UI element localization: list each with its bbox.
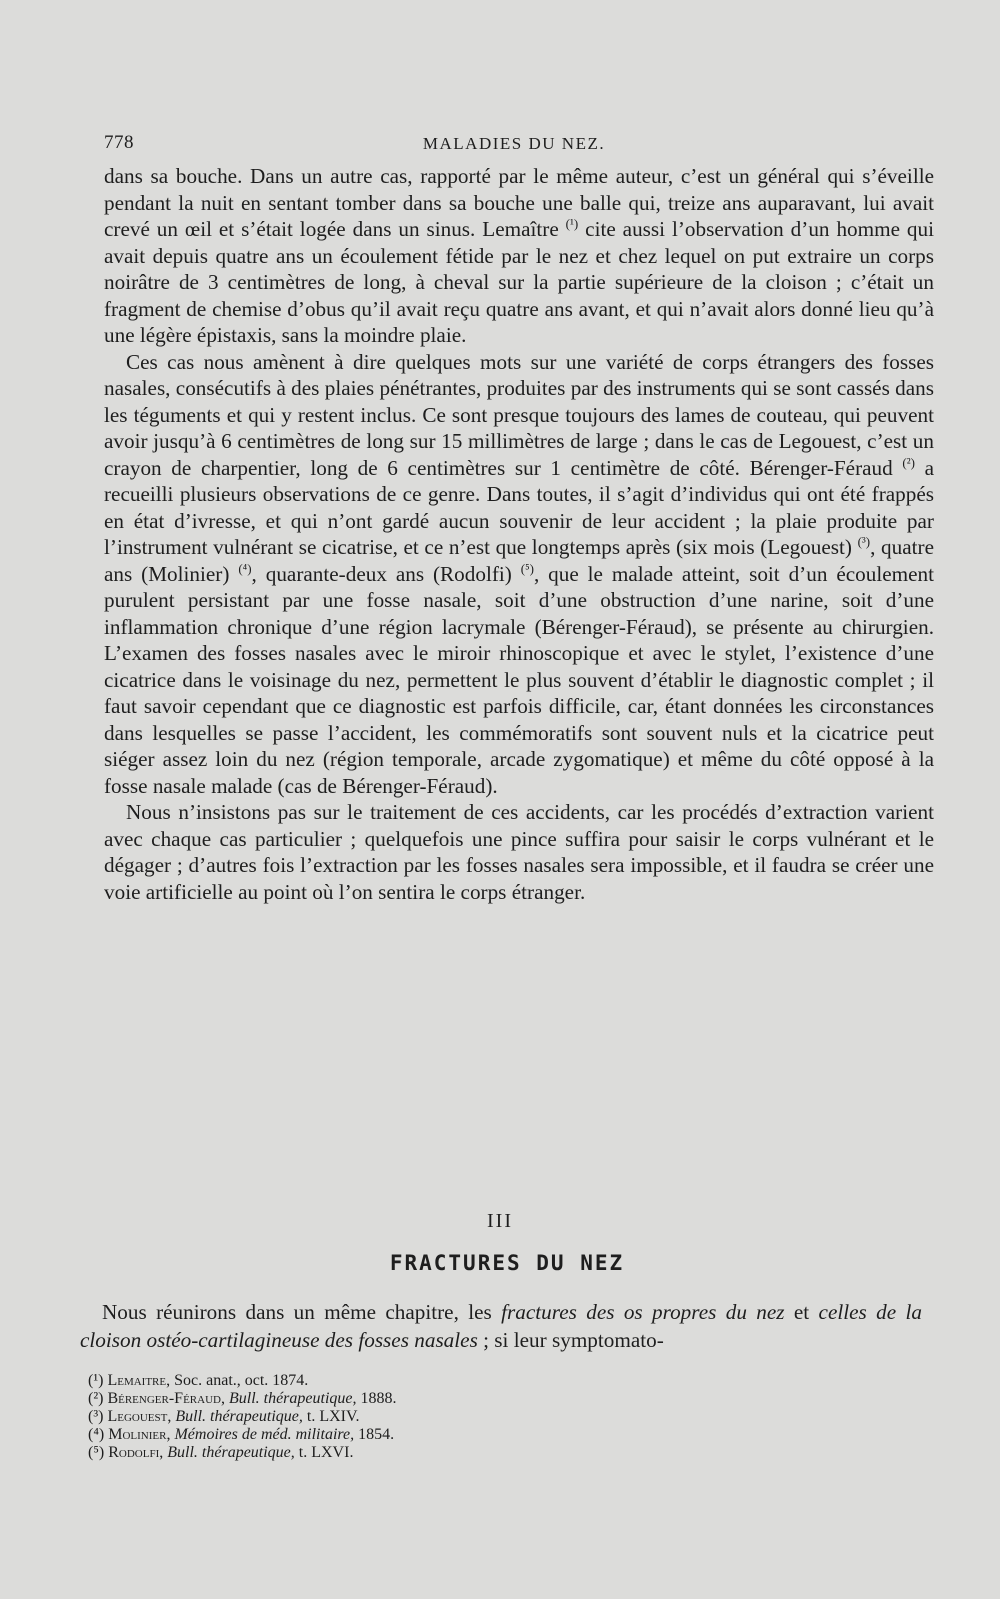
- footnote-mark: (¹): [88, 1372, 104, 1389]
- footnote-italic: Bull. thérapeutique,: [228, 1390, 357, 1407]
- footnote-3: [88, 1408, 608, 1426]
- text-run: cite aussi l’observation d’un homme qui avait depuis quatre ans un écoulement fétide par le nez et chez lequel on put extraire un corps noirâtre de 3 centimètres de long, à cheval sur la partie supérieure de la cloison ; c’était un fragment de chemise d’obus qu’il avait reçu quatre ans avant, et qui n’avait alors donné lieu qu’à une légère épistaxis, sans la moindre plaie.: [104, 217, 934, 347]
- footnote-author: Legouest,: [107, 1408, 172, 1425]
- text-run: Nous réunirons dans un même chapitre, les: [102, 1300, 502, 1324]
- text-run: , quatre ans (Molinier): [104, 535, 934, 586]
- section-intro: [80, 1298, 922, 1354]
- paragraph-1: [104, 163, 934, 349]
- footnote-ref-2: (²): [902, 454, 915, 470]
- footnote-text: t. LXIV.: [302, 1408, 360, 1425]
- footnote-author: Lemaitre,: [107, 1372, 171, 1389]
- footnote-text: 1854.: [354, 1426, 395, 1443]
- footnote-ref-5: (⁵): [520, 560, 534, 576]
- footnote-text: 1888.: [356, 1390, 397, 1407]
- footnotes: [88, 1372, 608, 1462]
- text-run: a recueilli plusieurs observations de ce genre. Dans toutes, il s’agit d’individus qui ont été frappés en état d’ivresse, et qui n’ont gardé aucun souvenir de leur accident ; la plaie produite par l’instrument vulnérant se cicatrise, et ce n’est que longtemps après (six mois (Legouest): [104, 455, 934, 559]
- section-paragraph: [80, 1298, 922, 1354]
- paragraph-3: Nous n’insistons pas sur le traitement de ces accidents, car les procédés d’extraction varient avec chaque cas particulier ; quelquefois une pince suffira pour saisir le corps vulnérant et le dégager ; d’autres fois l’extraction par les fosses nasales sera impossible, et il faudra se créer une voie artificielle au point où l’on sentira le corps étranger.: [104, 800, 934, 904]
- italic-run: celles de la cloison ostéo-cartilagineuse des fosses nasales: [80, 1300, 922, 1352]
- italic-run: fractures des os propres du nez: [501, 1300, 785, 1324]
- text-run: dans sa bouche. Dans un autre cas, rapporté par le même auteur, c’est un général qui s’éveille pendant la nuit en sentant tomber dans sa bouche une balle qui, treize ans auparavant, lui avait crevé un œil et s’était logée dans un sinus. Lemaître: [104, 164, 934, 241]
- footnote-ref-4: (⁴): [238, 560, 252, 576]
- footnote-4: [88, 1426, 608, 1444]
- footnote-author: Bérenger-Féraud,: [107, 1390, 225, 1407]
- page-header: [104, 132, 924, 158]
- footnote-text: t. LXVI.: [294, 1444, 354, 1461]
- section-number: III: [487, 1210, 513, 1232]
- footnote-mark: (³): [88, 1408, 104, 1425]
- running-head: MALADIES DU NEZ.: [422, 134, 606, 153]
- page-number: 778: [104, 132, 134, 153]
- footnote-mark: (²): [88, 1390, 104, 1407]
- text-run: , quarante-deux ans (Rodolfi): [251, 561, 521, 586]
- text-run: ; si leur symptomato-: [477, 1328, 664, 1352]
- text-run: Ces cas nous amènent à dire quelques mots sur une variété de corps étrangers des fosses nasales, consécutifs à des plaies pénétrantes, produites par des instruments qui se sont cassés dans les téguments et qui y restent inclus. Ce sont presque toujours des lames de couteau, qui peuvent avoir jusqu’à 6 centimètres de long sur 15 millimètres de large ; dans le cas de Legouest, c’est un crayon de charpentier, long de 6 centimètres sur 1 centimètre de côté. Bérenger-Féraud: [104, 349, 934, 480]
- footnote-mark: (⁴): [88, 1426, 105, 1443]
- footnote-ref-3: (³): [857, 533, 871, 549]
- footnote-author: Rodolfi,: [108, 1444, 164, 1461]
- footnote-italic: Bull. thérapeutique,: [175, 1408, 303, 1425]
- paragraph-2: [104, 349, 934, 800]
- footnote-2: [88, 1390, 608, 1408]
- footnote-italic: Bull. thérapeutique,: [167, 1444, 295, 1461]
- footnote-author: Molinier,: [108, 1426, 171, 1443]
- footnote-5: [88, 1444, 608, 1462]
- footnote-text: Soc. anat., oct. 1874.: [170, 1372, 309, 1389]
- text-run: et: [784, 1300, 819, 1324]
- text-run: , que le malade atteint, soit d’un écoulement purulent persistant par une fosse nasale, soit d’une obstruction d’une narine, soit d’une inflammation chronique d’une région lacrymale (Bérenger-Féraud), se présente au chirurgien. L’examen des fosses nasales avec le miroir rhinoscopique et avec le stylet, l’existence d’une cicatrice dans le voisinage du nez, permettent le plus souvent d’établir le diagnostic complet ; il faut savoir cependant que ce diagnostic est parfois difficile, car, étant données les circonstances dans lesquelles se passe l’accident, les commémoratifs sont souvent nuls et la cicatrice peut siéger assez loin du nez (région temporale, arcade zygomatique) et même du côté opposé à la fosse nasale malade (cas de Bérenger-Féraud).: [104, 561, 934, 798]
- footnote-mark: (⁵): [88, 1444, 105, 1461]
- footnote-1: [88, 1372, 608, 1390]
- main-text: [104, 163, 934, 905]
- section-title: FRACTURES DU NEZ: [389, 1251, 625, 1275]
- footnote-italic: Mémoires de méd. militaire,: [174, 1426, 355, 1443]
- footnote-ref-1: (¹): [565, 215, 579, 231]
